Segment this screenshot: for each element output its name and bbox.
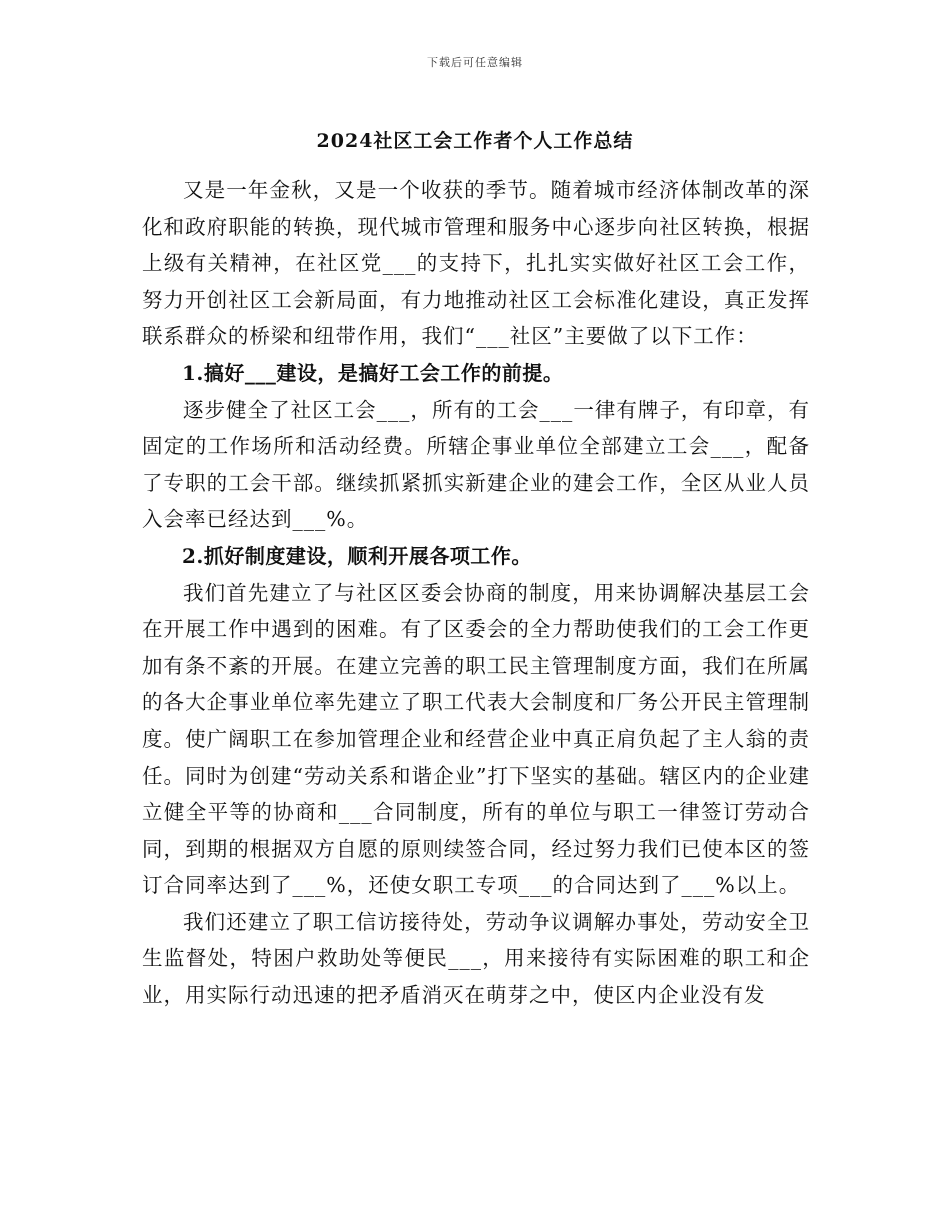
paragraph-intro: 又是一年金秋，又是一个收获的季节。随着城市经济体制改革的深化和政府职能的转换，现代城市管理和服务中心逐步向社区转换，根据上级有关精神，在社区党___的支持下，扎扎实实做好社区工会工作，努力开创社区工会新局面，有力地推动社区工会标准化建设，真正发挥联系群众的桥梁和纽带作用，我们“___社区”主要做了以下工作：	[142, 178, 810, 349]
document-body	[142, 172, 810, 1014]
section-heading-2: 2.抓好制度建设，顺利开展各项工作。	[182, 543, 532, 568]
paragraph-services: 我们还建立了职工信访接待处，劳动争议调解办事处，劳动安全卫生监督处，特困户救助处等便民___，用来接待有实际困难的职工和企业，用实际行动迅速的把矛盾消灭在萌芽之中，使区内企业没有发	[142, 909, 810, 1008]
document-title: 2024社区工会工作者个人工作总结	[316, 130, 634, 152]
section-heading-1: 1.搞好___建设，是搞好工会工作的前提。	[182, 360, 564, 385]
header-note: 下载后可任意编辑	[427, 56, 523, 69]
paragraph-system: 我们首先建立了与社区区委会协商的制度，用来协调解决基层工会在开展工作中遇到的困难。有了区委会的全力帮助使我们的工会工作更加有条不紊的开展。在建立完善的职工民主管理制度方面，我们在所属的各大企事业单位率先建立了职工代表大会制度和厂务公开民主管理制度。使广阔职工在参加管理企业和经营企业中真正肩负起了主人翁的责任。同时为创建“劳动关系和谐企业”打下坚实的基础。辖区内的企业建立健全平等的协商和___合同制度，所有的单位与职工一律签订劳动合同，到期的根据双方自愿的原则续签合同，经过努力我们已使本区的签订合同率达到了___%，还使女职工专项___的合同达到了___%以上。	[142, 580, 810, 898]
paragraph-organization: 逐步健全了社区工会___，所有的工会___一律有牌子，有印章，有固定的工作场所和活动经费。所辖企事业单位全部建立工会___，配备了专职的工会干部。继续抓紧抓实新建企业的建会工作，全区从业人员入会率已经达到___%。	[142, 397, 810, 532]
